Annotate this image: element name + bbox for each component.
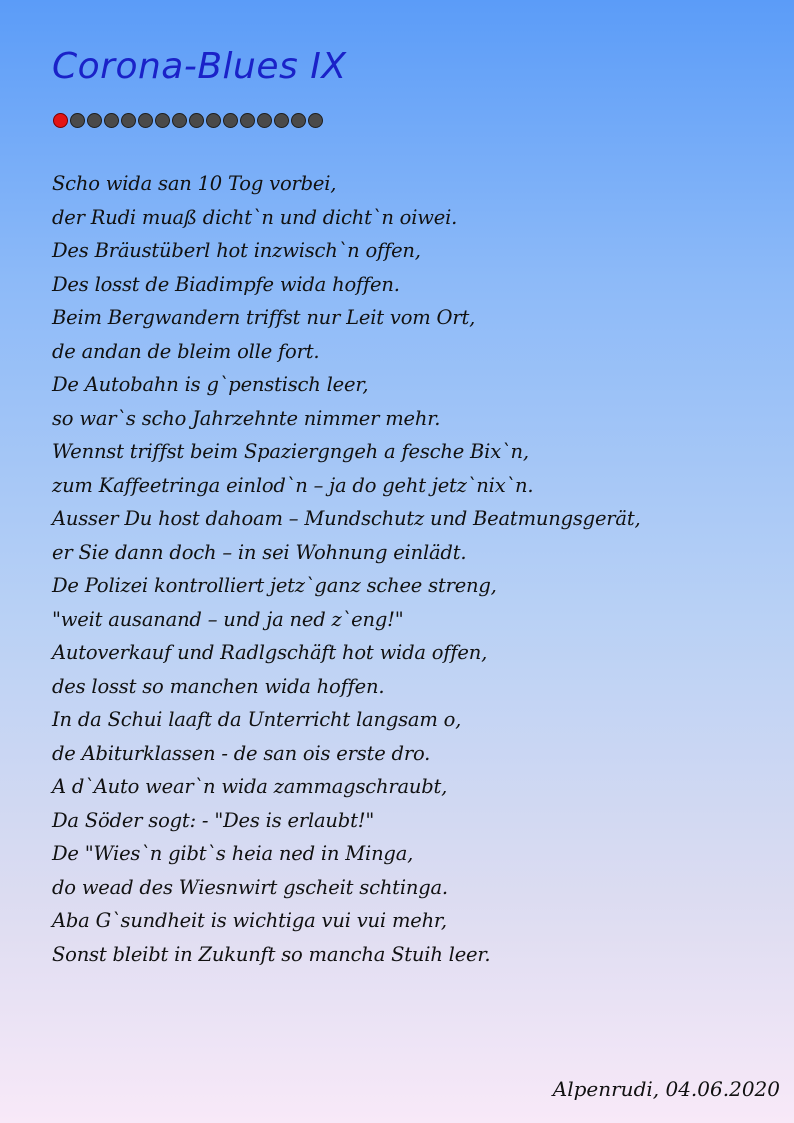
progress-dot	[206, 113, 221, 128]
progress-dot	[240, 113, 255, 128]
poem-line: De Autobahn is g`penstisch leer,	[52, 373, 369, 396]
progress-dots	[53, 113, 323, 128]
poem-title: Corona-Blues IX	[52, 46, 347, 87]
poem-line: er Sie dann doch – in sei Wohnung einlädt.	[52, 540, 467, 564]
poem-line: der Rudi muaß dicht`n und dicht`n oiwei.	[52, 205, 458, 229]
poem-line: do wead des Wiesnwirt gscheit schtinga.	[52, 875, 448, 899]
poem-line: Des losst de Biadimpfe wida hoffen.	[52, 272, 400, 296]
progress-dot	[223, 113, 238, 128]
poem-line: A d`Auto wear`n wida zammagschraubt,	[52, 775, 448, 798]
poem-line: Wennst triffst beim Spaziergngeh a fesche Bix`n,	[52, 440, 529, 463]
poem-line: De Polizei kontrolliert jetz`ganz schee streng,	[52, 574, 497, 597]
poem-body	[52, 167, 640, 971]
poem-line: des losst so manchen wida hoffen.	[52, 674, 385, 698]
progress-dot	[104, 113, 119, 128]
poem-line: so war`s scho Jahrzehnte nimmer mehr.	[52, 406, 441, 430]
poem-line: Autoverkauf und Radlgschäft hot wida offen,	[52, 641, 488, 664]
poem-line: In da Schui laaft da Unterricht langsam o,	[52, 708, 462, 731]
poem-line: Sonst bleibt in Zukunft so mancha Stuih leer.	[52, 942, 491, 966]
poem-line: De "Wies`n gibt`s heia ned in Minga,	[52, 842, 414, 865]
poem-line: Beim Bergwandern triffst nur Leit vom Ort,	[52, 306, 476, 329]
progress-dot	[291, 113, 306, 128]
poem-line: "weit ausanand – und ja ned z`eng!"	[52, 607, 404, 631]
poem-line: de Abiturklassen - de san ois erste dro.	[52, 741, 431, 765]
poem-line: Aba G`sundheit is wichtiga vui vui mehr,	[52, 909, 447, 932]
progress-dot	[121, 113, 136, 128]
progress-dot	[189, 113, 204, 128]
author-signature: Alpenrudi, 04.06.2020	[552, 1077, 780, 1101]
poem-line: Da Söder sogt: - "Des is erlaubt!"	[52, 808, 375, 832]
poem-line: zum Kaffeetringa einlod`n – ja do geht jetz`nix`n.	[52, 473, 534, 497]
progress-dot	[172, 113, 187, 128]
progress-dot	[70, 113, 85, 128]
progress-dot	[87, 113, 102, 128]
poem-line: Ausser Du host dahoam – Mundschutz und Beatmungsgerät,	[52, 507, 641, 530]
progress-dot	[155, 113, 170, 128]
progress-dot	[257, 113, 272, 128]
progress-dot	[274, 113, 289, 128]
progress-dot-active	[53, 113, 68, 128]
poem-line: de andan de bleim olle fort.	[52, 339, 320, 363]
poem-line: Scho wida san 10 Tog vorbei,	[52, 172, 337, 195]
progress-dot	[308, 113, 323, 128]
progress-dot	[138, 113, 153, 128]
poem-line: Des Bräustüberl hot inzwisch`n offen,	[52, 239, 421, 262]
